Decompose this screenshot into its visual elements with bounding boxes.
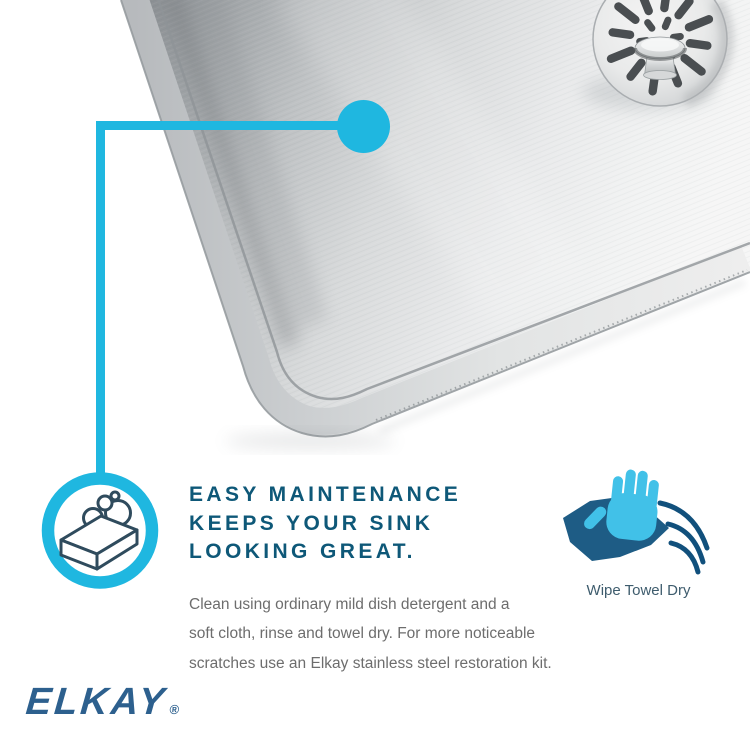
headline-line-2: KEEPS YOUR SINK — [189, 511, 434, 535]
body-line-3: scratches use an Elkay stainless steel restoration kit. — [189, 654, 552, 672]
motion-lines — [660, 503, 707, 572]
callout-line-vertical — [96, 121, 105, 473]
elkay-logo — [24, 681, 181, 724]
callout-dot — [337, 100, 390, 153]
wipe-towel-hand-icon — [556, 466, 721, 576]
body-line-1: Clean using ordinary mild dish detergent and a — [189, 596, 510, 613]
headline-line-3: LOOKING GREAT. — [189, 540, 416, 563]
sink-drain — [582, 0, 727, 110]
soap-icon-svg — [41, 472, 159, 590]
body-line-2: soft cloth, rinse and towel dry. For more noticeable — [189, 625, 536, 643]
registered-mark: ® — [168, 702, 180, 717]
body-text — [189, 590, 589, 678]
callout-line-horizontal — [96, 121, 364, 130]
soap-icon — [41, 472, 159, 590]
wipe-towel-dry-figure — [556, 466, 721, 599]
corner-shadow — [225, 433, 395, 449]
wipe-towel-label: Wipe Towel Dry — [586, 582, 691, 599]
headline-line-1: EASY MAINTENANCE — [189, 483, 462, 506]
elkay-logo-text: ELKAY — [24, 681, 169, 723]
